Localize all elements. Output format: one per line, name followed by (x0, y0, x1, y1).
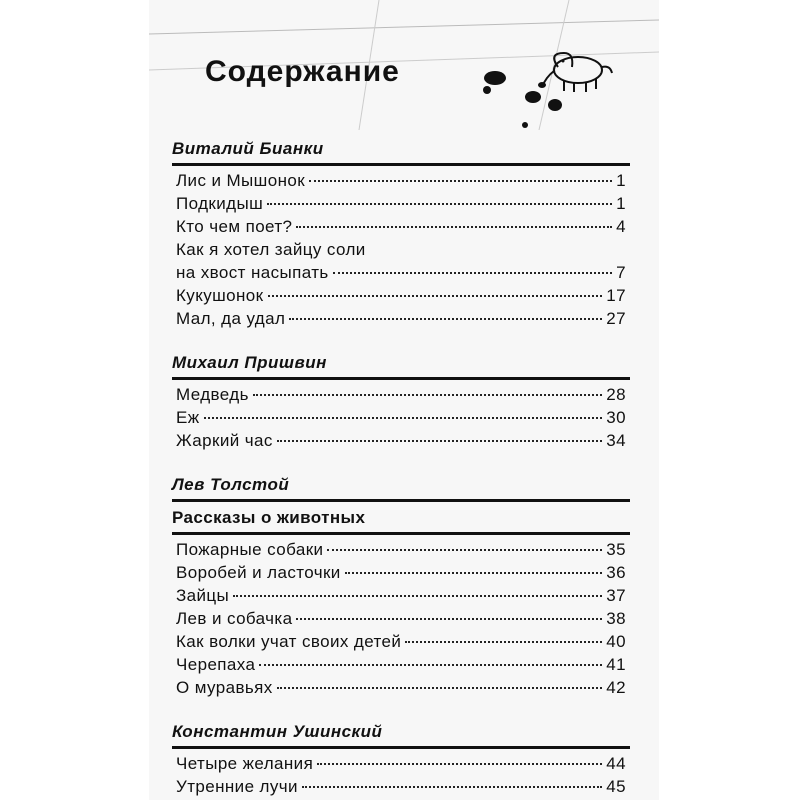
toc-entry: Жаркий час 34 (176, 431, 626, 450)
toc-entry: Кукушонок 17 (176, 286, 626, 305)
divider (172, 163, 630, 166)
divider (172, 746, 630, 749)
toc-entry: Медведь 28 (176, 385, 626, 404)
divider (172, 499, 630, 502)
toc-entry: Утренние лучи 45 (176, 777, 626, 796)
toc-entry: Еж 30 (176, 408, 626, 427)
section-author: Виталий Бианки (172, 139, 324, 158)
collection-title: Рассказы о животных (172, 508, 366, 527)
toc-entry: Как волки учат своих детей 40 (176, 632, 626, 651)
divider (172, 532, 630, 535)
section-author: Константин Ушинский (172, 722, 383, 741)
section-author: Михаил Пришвин (172, 353, 327, 372)
page-title: Содержание (205, 55, 400, 88)
toc-entry: Подкидыш 1 (176, 194, 626, 213)
toc-entry: Как я хотел зайцу соли (176, 240, 366, 259)
ink-blot-elephant-icon (470, 45, 620, 135)
toc-entry: на хвост насыпать 7 (176, 263, 626, 282)
toc-entry: Лис и Мышонок 1 (176, 171, 626, 190)
toc-entry: Лев и собачка 38 (176, 609, 626, 628)
toc-entry: Кто чем поет? 4 (176, 217, 626, 236)
section-author: Лев Толстой (172, 475, 290, 494)
toc-entry: Мал, да удал 27 (176, 309, 626, 328)
toc-entry: Воробей и ласточки 36 (176, 563, 626, 582)
toc-entry: Пожарные собаки 35 (176, 540, 626, 559)
table-of-contents (172, 136, 630, 798)
toc-entry: Черепаха 41 (176, 655, 626, 674)
toc-entry: О муравьях 42 (176, 678, 626, 697)
toc-entry: Четыре желания 44 (176, 754, 626, 773)
toc-entry: Зайцы 37 (176, 586, 626, 605)
divider (172, 377, 630, 380)
